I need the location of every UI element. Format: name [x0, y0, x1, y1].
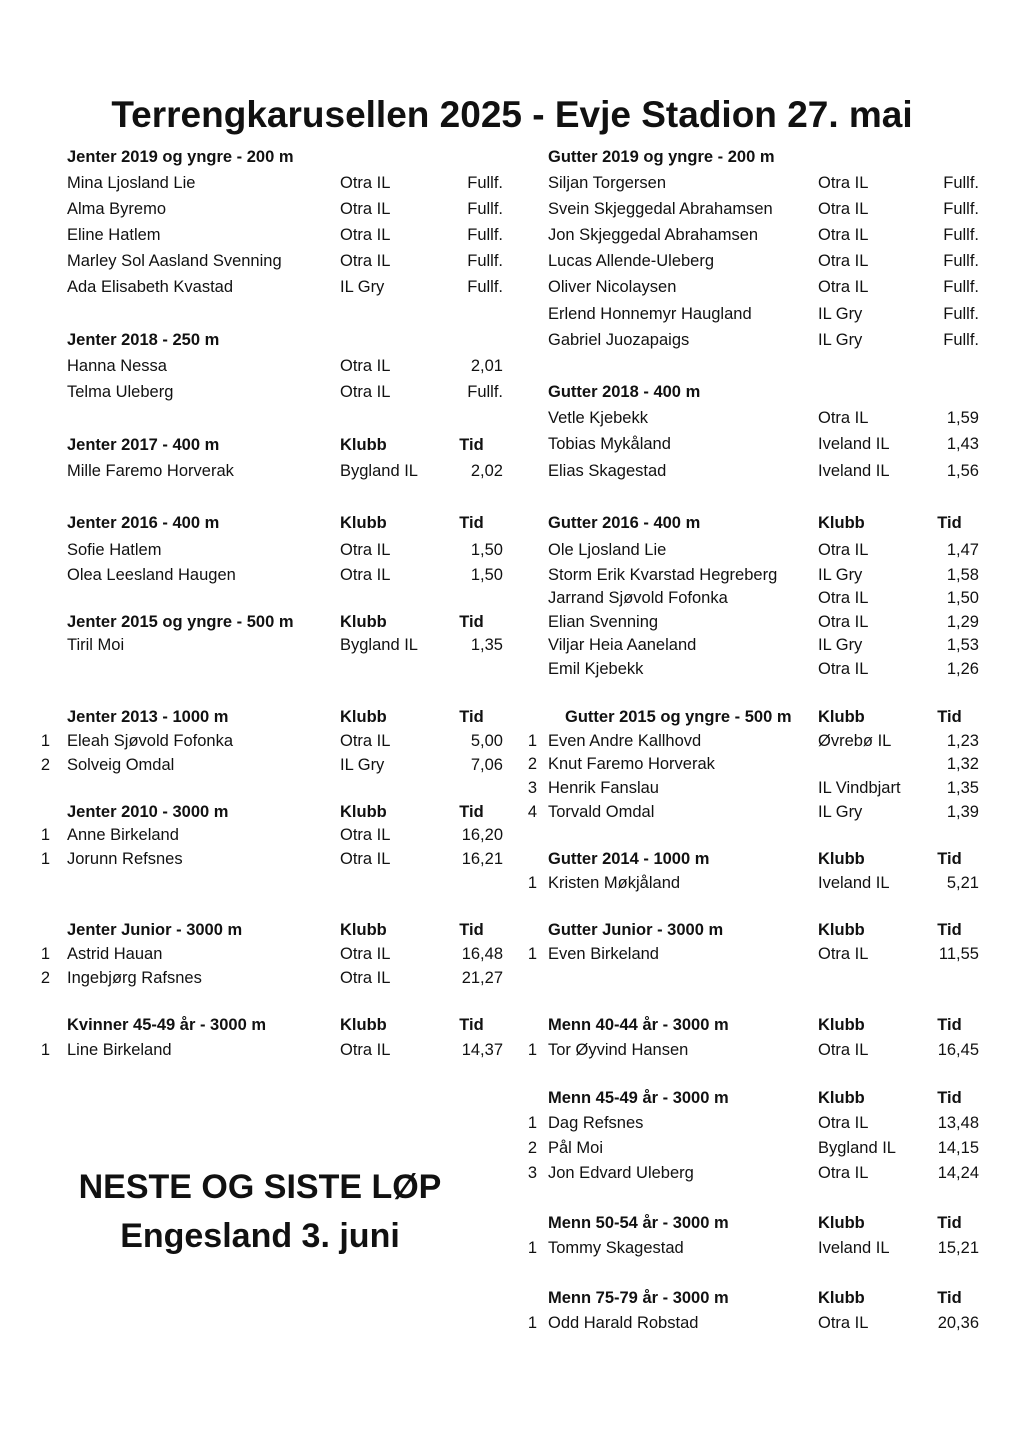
club-name: Otra IL: [340, 252, 391, 270]
club-name: Otra IL: [818, 1164, 869, 1182]
club-column-header: Klubb: [818, 1289, 865, 1307]
club-column-header: Klubb: [340, 514, 387, 532]
result-time: 16,45: [937, 1041, 979, 1059]
result-time: 1,43: [946, 435, 979, 453]
time-column-header: Tid: [937, 708, 962, 726]
result-time: 13,48: [937, 1114, 979, 1132]
club-name: Otra IL: [818, 541, 869, 559]
result-time: 1,32: [946, 755, 979, 773]
section-title: Gutter Junior - 3000 m: [548, 921, 724, 939]
club-name: Otra IL: [340, 383, 391, 401]
club-name: IL Gry: [818, 305, 863, 323]
section-title: Jenter Junior - 3000 m: [67, 921, 243, 939]
athlete-name: Tiril Moi: [67, 636, 125, 654]
athlete-name: Elian Svenning: [548, 613, 659, 631]
club-column-header: Klubb: [818, 708, 865, 726]
athlete-name: Tor Øyvind Hansen: [548, 1041, 689, 1059]
section-title: Jenter 2015 og yngre - 500 m: [67, 613, 294, 631]
section-title: Gutter 2019 og yngre - 200 m: [548, 148, 775, 166]
next-race-date: Engesland 3. juni: [120, 1217, 400, 1255]
result-time: 1,29: [946, 613, 979, 631]
club-name: IL Gry: [818, 566, 863, 584]
result-time: 16,21: [461, 850, 503, 868]
athlete-name: Storm Erik Kvarstad Hegreberg: [548, 566, 778, 584]
result-time: 1,35: [946, 779, 979, 797]
result-time: 1,56: [946, 462, 979, 480]
club-name: IL Gry: [818, 803, 863, 821]
athlete-name: Siljan Torgersen: [548, 174, 667, 192]
result-time: 1,59: [946, 409, 979, 427]
club-name: Otra IL: [818, 945, 869, 963]
result-time: 2,02: [470, 462, 503, 480]
athlete-name: Svein Skjeggedal Abrahamsen: [548, 200, 773, 218]
athlete-name: Jon Skjeggedal Abrahamsen: [548, 226, 759, 244]
result-time: 1,58: [946, 566, 979, 584]
placement: 2: [527, 1139, 537, 1157]
athlete-name: Pål Moi: [548, 1139, 604, 1157]
club-name: Otra IL: [340, 945, 391, 963]
athlete-name: Vetle Kjebekk: [548, 409, 648, 427]
section-title: Kvinner 45-49 år - 3000 m: [67, 1016, 267, 1034]
athlete-name: Marley Sol Aasland Svenning: [67, 252, 282, 270]
athlete-name: Oliver Nicolaysen: [548, 278, 677, 296]
club-name: Otra IL: [340, 969, 391, 987]
placement: 4: [527, 803, 537, 821]
placement: 1: [527, 732, 537, 750]
athlete-name: Elias Skagestad: [548, 462, 667, 480]
result-time: Fullf.: [943, 226, 979, 244]
athlete-name: Even Andre Kallhovd: [548, 732, 702, 750]
athlete-name: Viljar Heia Aaneland: [548, 636, 697, 654]
athlete-name: Alma Byremo: [67, 200, 167, 218]
placement: 1: [527, 1239, 537, 1257]
time-column-header: Tid: [937, 1214, 962, 1232]
club-name: Otra IL: [340, 541, 391, 559]
result-time: 21,27: [461, 969, 503, 987]
result-time: Fullf.: [467, 383, 503, 401]
placement: 3: [527, 779, 537, 797]
club-name: Otra IL: [818, 1041, 869, 1059]
club-name: IL Vindbjart: [818, 779, 901, 797]
section-title: Menn 75-79 år - 3000 m: [548, 1289, 729, 1307]
time-column-header: Tid: [937, 1289, 962, 1307]
result-time: 16,20: [461, 826, 503, 844]
club-name: Otra IL: [340, 200, 391, 218]
athlete-name: Sofie Hatlem: [67, 541, 162, 559]
result-time: 1,26: [946, 660, 979, 678]
athlete-name: Ingebjørg Rafsnes: [67, 969, 202, 987]
result-time: 14,24: [937, 1164, 979, 1182]
athlete-name: Tobias Mykåland: [548, 435, 671, 453]
club-column-header: Klubb: [818, 514, 865, 532]
section-title: Jenter 2017 - 400 m: [67, 436, 220, 454]
athlete-name: Telma Uleberg: [67, 383, 174, 401]
placement: 1: [40, 732, 50, 750]
section-title: Gutter 2015 og yngre - 500 m: [565, 708, 792, 726]
time-column-header: Tid: [937, 1016, 962, 1034]
athlete-name: Henrik Fanslau: [548, 779, 659, 797]
club-name: Otra IL: [340, 174, 391, 192]
club-name: Otra IL: [818, 589, 869, 607]
placement: 1: [40, 826, 50, 844]
club-name: Otra IL: [340, 566, 391, 584]
athlete-name: Ada Elisabeth Kvastad: [67, 278, 234, 296]
time-column-header: Tid: [459, 1016, 484, 1034]
athlete-name: Emil Kjebekk: [548, 660, 644, 678]
athlete-name: Torvald Omdal: [548, 803, 655, 821]
section-title: Menn 50-54 år - 3000 m: [548, 1214, 729, 1232]
result-time: Fullf.: [943, 174, 979, 192]
time-column-header: Tid: [459, 803, 484, 821]
time-column-header: Tid: [937, 921, 962, 939]
club-column-header: Klubb: [818, 850, 865, 868]
result-time: 11,55: [938, 945, 979, 963]
result-time: Fullf.: [943, 252, 979, 270]
club-name: IL Gry: [340, 756, 385, 774]
time-column-header: Tid: [937, 514, 962, 532]
time-column-header: Tid: [459, 436, 484, 454]
result-time: 1,23: [946, 732, 979, 750]
section-title: Jenter 2016 - 400 m: [67, 514, 220, 532]
athlete-name: Erlend Honnemyr Haugland: [548, 305, 752, 323]
section-title: Menn 40-44 år - 3000 m: [548, 1016, 729, 1034]
section-title: Jenter 2018 - 250 m: [67, 331, 220, 349]
club-name: Otra IL: [818, 660, 869, 678]
result-time: 20,36: [937, 1314, 979, 1332]
result-time: 1,35: [470, 636, 503, 654]
club-name: Otra IL: [818, 1314, 869, 1332]
club-name: Otra IL: [340, 732, 391, 750]
club-name: Øvrebø IL: [818, 732, 892, 750]
section-title: Jenter 2013 - 1000 m: [67, 708, 229, 726]
result-time: Fullf.: [467, 252, 503, 270]
athlete-name: Jorunn Refsnes: [67, 850, 183, 868]
result-time: Fullf.: [943, 331, 979, 349]
result-time: 15,21: [937, 1239, 979, 1257]
athlete-name: Tommy Skagestad: [548, 1239, 684, 1257]
placement: 1: [40, 945, 50, 963]
placement: 1: [40, 1041, 50, 1059]
placement: 3: [527, 1164, 537, 1182]
placement: 2: [527, 755, 537, 773]
athlete-name: Jarrand Sjøvold Fofonka: [548, 589, 728, 607]
athlete-name: Mina Ljosland Lie: [67, 174, 196, 192]
time-column-header: Tid: [459, 921, 484, 939]
time-column-header: Tid: [459, 514, 484, 532]
club-column-header: Klubb: [818, 1016, 865, 1034]
athlete-name: Solveig Omdal: [67, 756, 175, 774]
placement: 2: [40, 756, 50, 774]
club-name: Bygland IL: [818, 1139, 896, 1157]
result-time: Fullf.: [943, 305, 979, 323]
athlete-name: Kristen Møkjåland: [548, 874, 681, 892]
result-time: 1,39: [946, 803, 979, 821]
club-name: IL Gry: [818, 636, 863, 654]
club-name: Otra IL: [818, 174, 869, 192]
result-time: 5,21: [946, 874, 979, 892]
club-name: IL Gry: [818, 331, 863, 349]
athlete-name: Olea Leesland Haugen: [67, 566, 236, 584]
time-column-header: Tid: [459, 708, 484, 726]
next-race-notice: [60, 1163, 460, 1261]
athlete-name: Anne Birkeland: [67, 826, 179, 844]
athlete-name: Mille Faremo Horverak: [67, 462, 234, 480]
page-title: Terrengkarusellen 2025 - Evje Stadion 27. mai: [111, 94, 913, 135]
club-name: Otra IL: [818, 409, 869, 427]
club-name: Otra IL: [818, 226, 869, 244]
athlete-name: Jon Edvard Uleberg: [548, 1164, 694, 1182]
club-column-header: Klubb: [340, 921, 387, 939]
time-column-header: Tid: [937, 1089, 962, 1107]
club-name: Otra IL: [818, 613, 869, 631]
placement: 1: [527, 1041, 537, 1059]
result-time: 1,47: [946, 541, 979, 559]
placement: 1: [527, 1314, 537, 1332]
result-time: 7,06: [470, 756, 503, 774]
result-time: Fullf.: [943, 278, 979, 296]
club-name: Bygland IL: [340, 462, 418, 480]
club-column-header: Klubb: [818, 1214, 865, 1232]
result-time: 14,15: [937, 1139, 979, 1157]
athlete-name: Even Birkeland: [548, 945, 659, 963]
result-time: 16,48: [461, 945, 503, 963]
club-name: IL Gry: [340, 278, 385, 296]
result-time: 1,50: [946, 589, 979, 607]
result-time: 1,50: [470, 566, 503, 584]
athlete-name: Knut Faremo Horverak: [548, 755, 715, 773]
placement: 1: [527, 945, 537, 963]
athlete-name: Line Birkeland: [67, 1041, 172, 1059]
athlete-name: Lucas Allende-Uleberg: [548, 252, 715, 270]
section-title: Gutter 2014 - 1000 m: [548, 850, 710, 868]
section-title: Jenter 2019 og yngre - 200 m: [67, 148, 294, 166]
club-name: Iveland IL: [818, 462, 890, 480]
result-time: 1,53: [946, 636, 979, 654]
result-time: Fullf.: [467, 278, 503, 296]
result-time: 2,01: [470, 357, 503, 375]
club-name: Bygland IL: [340, 636, 418, 654]
club-name: Otra IL: [340, 1041, 391, 1059]
placement: 2: [40, 969, 50, 987]
result-time: 5,00: [470, 732, 503, 750]
club-name: Otra IL: [818, 278, 869, 296]
club-name: Iveland IL: [818, 1239, 890, 1257]
club-name: Otra IL: [340, 226, 391, 244]
club-name: Iveland IL: [818, 435, 890, 453]
time-column-header: Tid: [937, 850, 962, 868]
result-time: Fullf.: [467, 200, 503, 218]
club-name: Otra IL: [340, 826, 391, 844]
athlete-name: Odd Harald Robstad: [548, 1314, 699, 1332]
result-time: Fullf.: [467, 174, 503, 192]
result-time: Fullf.: [467, 226, 503, 244]
athlete-name: Hanna Nessa: [67, 357, 167, 375]
athlete-name: Eline Hatlem: [67, 226, 161, 244]
club-name: Otra IL: [340, 850, 391, 868]
club-name: Otra IL: [340, 357, 391, 375]
club-column-header: Klubb: [818, 1089, 865, 1107]
athlete-name: Ole Ljosland Lie: [548, 541, 667, 559]
athlete-name: Astrid Hauan: [67, 945, 163, 963]
club-name: Otra IL: [818, 1114, 869, 1132]
section-title: Gutter 2018 - 400 m: [548, 383, 701, 401]
placement: 1: [527, 1114, 537, 1132]
result-time: 14,37: [461, 1041, 503, 1059]
next-race-heading: NESTE OG SISTE LØP: [78, 1168, 442, 1206]
club-column-header: Klubb: [340, 436, 387, 454]
time-column-header: Tid: [459, 613, 484, 631]
club-column-header: Klubb: [340, 708, 387, 726]
club-name: Otra IL: [818, 252, 869, 270]
section-title: Jenter 2010 - 3000 m: [67, 803, 229, 821]
club-column-header: Klubb: [818, 921, 865, 939]
result-time: 1,50: [470, 541, 503, 559]
section-title: Gutter 2016 - 400 m: [548, 514, 701, 532]
placement: 1: [527, 874, 537, 892]
result-time: Fullf.: [943, 200, 979, 218]
placement: 1: [40, 850, 50, 868]
club-name: Otra IL: [818, 200, 869, 218]
athlete-name: Eleah Sjøvold Fofonka: [67, 732, 234, 750]
athlete-name: Dag Refsnes: [548, 1114, 644, 1132]
section-title: Menn 45-49 år - 3000 m: [548, 1089, 729, 1107]
club-column-header: Klubb: [340, 613, 387, 631]
club-name: Iveland IL: [818, 874, 890, 892]
athlete-name: Gabriel Juozapaigs: [548, 331, 690, 349]
club-column-header: Klubb: [340, 803, 387, 821]
club-column-header: Klubb: [340, 1016, 387, 1034]
